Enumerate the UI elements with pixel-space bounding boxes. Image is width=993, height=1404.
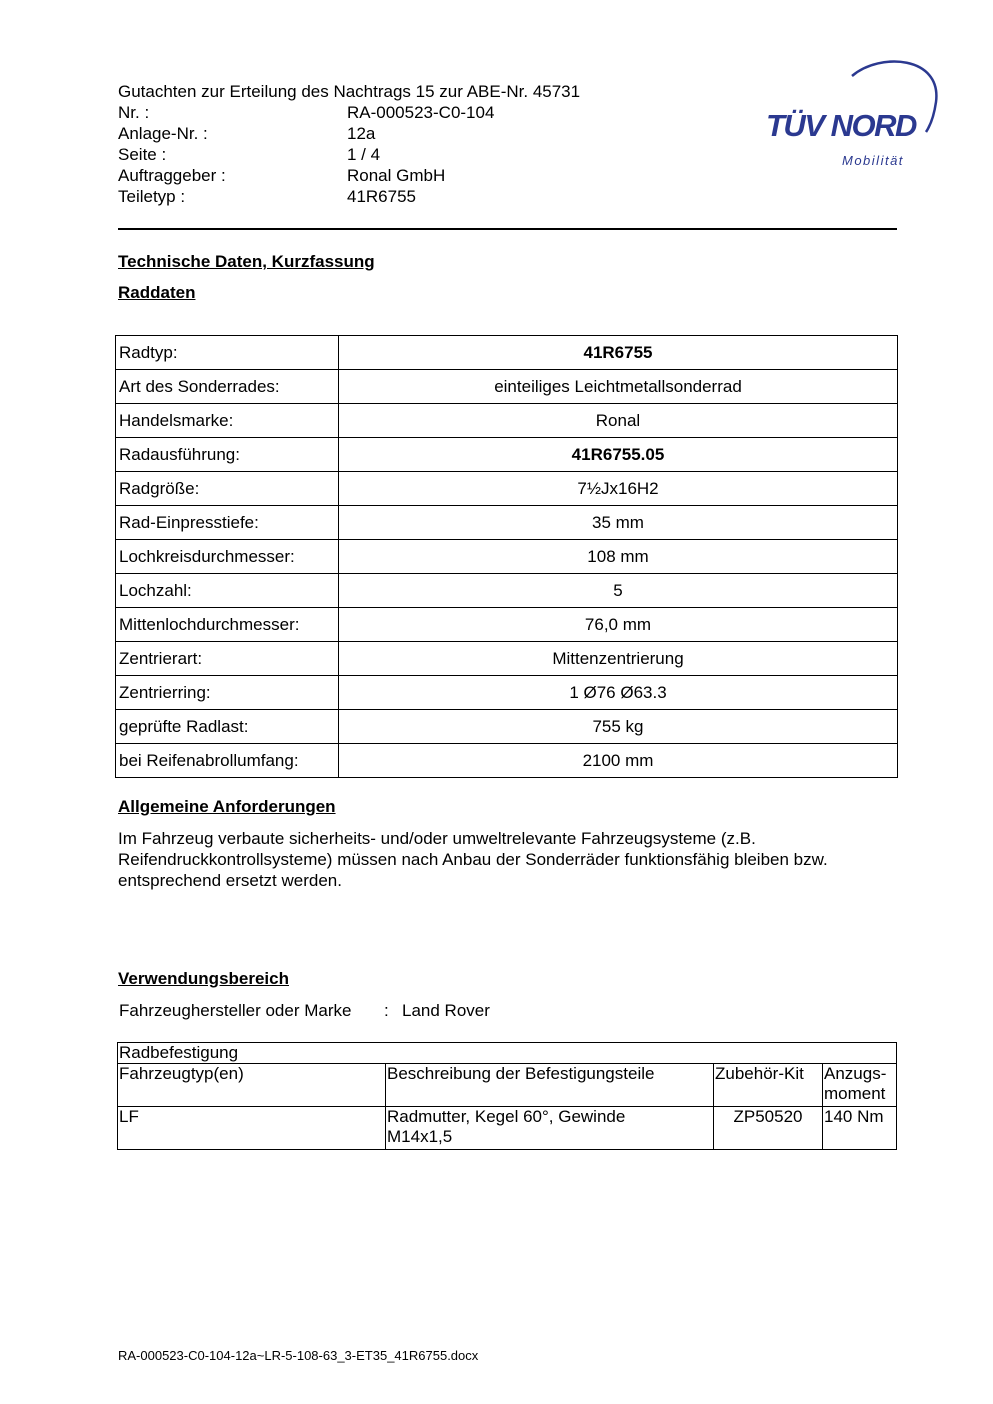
wheel-property-value: 755 kg	[339, 710, 898, 744]
header-line: moment	[824, 1084, 886, 1103]
logo-brand-text: TÜV NORD	[766, 108, 916, 143]
header-row-anlage	[0, 123, 700, 144]
document-title: Gutachten zur Erteilung des Nachtrags 15 zur ABE-Nr. 45731	[118, 82, 581, 101]
wheel-property-label: Art des Sonderrades:	[116, 370, 339, 404]
logo-arc-icon	[760, 58, 940, 173]
header-row-seite	[0, 144, 700, 165]
table-row	[116, 404, 898, 438]
table-row	[116, 370, 898, 404]
wheel-property-value: Ronal	[339, 404, 898, 438]
header-label: Teiletyp :	[118, 187, 186, 206]
wheel-property-value: 7½Jx16H2	[339, 472, 898, 506]
wheel-property-value: 76,0 mm	[339, 608, 898, 642]
text-line: Im Fahrzeug verbaute sicherheits- und/oder umweltrelevante Fahrzeugsysteme (z.B.	[118, 829, 756, 848]
wheel-property-value: 2100 mm	[339, 744, 898, 778]
wheel-property-value: 41R6755	[339, 336, 898, 370]
table-row	[116, 506, 898, 540]
wheel-property-value: 35 mm	[339, 506, 898, 540]
footer-filename: RA-000523-C0-104-12a~LR-5-108-63_3-ET35_41R6755.docx	[118, 1348, 479, 1363]
wheel-property-value: 108 mm	[339, 540, 898, 574]
header-row-auftraggeber	[0, 165, 700, 186]
section-usage-title: Verwendungsbereich	[118, 969, 289, 988]
manufacturer-label: Fahrzeughersteller oder Marke	[119, 1001, 352, 1020]
wheel-property-label: Radausführung:	[116, 438, 339, 472]
header-value: 1 / 4	[347, 145, 381, 164]
wheel-property-label: Lochkreisdurchmesser:	[116, 540, 339, 574]
description-line: M14x1,5	[387, 1127, 453, 1146]
wheel-data-table	[115, 335, 898, 778]
column-header-vehicle-type: Fahrzeugtyp(en)	[118, 1064, 386, 1107]
section-wheel-title: Raddaten	[118, 283, 196, 302]
header-label: Nr. :	[118, 103, 150, 122]
table-row	[116, 472, 898, 506]
wheel-property-label: Rad-Einpresstiefe:	[116, 506, 339, 540]
wheel-property-value: 5	[339, 574, 898, 608]
cell-kit: ZP50520	[714, 1107, 823, 1150]
column-header-torque	[823, 1064, 897, 1107]
table-row	[116, 540, 898, 574]
table-row	[116, 336, 898, 370]
mounting-caption: Radbefestigung	[118, 1043, 897, 1064]
header-label: Anlage-Nr. :	[118, 124, 208, 143]
column-header-kit: Zubehör-Kit	[714, 1064, 823, 1107]
logo-tagline: Mobilität	[842, 153, 904, 168]
wheel-property-label: geprüfte Radlast:	[116, 710, 339, 744]
manufacturer-separator: :	[384, 1001, 389, 1020]
wheel-property-label: Mittenlochdurchmesser:	[116, 608, 339, 642]
text-line: Reifendruckkontrollsysteme) müssen nach Anbau der Sonderräder funktionsfähig bleiben bzw.	[118, 850, 828, 869]
table-row	[116, 744, 898, 778]
table-row	[116, 574, 898, 608]
cell-vehicle-type: LF	[118, 1107, 386, 1150]
header-value: 12a	[347, 124, 376, 143]
header-value: 41R6755	[347, 187, 417, 206]
wheel-property-value: Mittenzentrierung	[339, 642, 898, 676]
table-row	[116, 676, 898, 710]
section-general-title: Allgemeine Anforderungen	[118, 797, 336, 816]
text-line: entsprechend ersetzt werden.	[118, 871, 342, 890]
wheel-property-label: Lochzahl:	[116, 574, 339, 608]
wheel-property-label: Radgröße:	[116, 472, 339, 506]
table-row	[116, 642, 898, 676]
general-requirements-text	[118, 828, 908, 891]
cell-description	[386, 1107, 714, 1150]
wheel-property-label: Handelsmarke:	[116, 404, 339, 438]
table-row	[118, 1107, 897, 1150]
mounting-table	[117, 1042, 897, 1150]
cell-torque: 140 Nm	[823, 1107, 897, 1150]
wheel-property-label: Radtyp:	[116, 336, 339, 370]
wheel-property-value: 41R6755.05	[339, 438, 898, 472]
tuev-nord-logo	[760, 58, 940, 173]
header-value: RA-000523-C0-104	[347, 103, 495, 122]
header-row-nr	[0, 102, 700, 123]
column-header-description: Beschreibung der Befestigungsteile	[386, 1064, 714, 1107]
wheel-property-label: bei Reifenabrollumfang:	[116, 744, 339, 778]
wheel-property-label: Zentrierart:	[116, 642, 339, 676]
header-row-teiletyp	[0, 186, 700, 207]
manufacturer-value: Land Rover	[402, 1001, 490, 1020]
wheel-property-value: 1 Ø76 Ø63.3	[339, 676, 898, 710]
table-row	[116, 438, 898, 472]
table-row	[116, 710, 898, 744]
header-line: Anzugs-	[824, 1064, 887, 1083]
header-value: Ronal GmbH	[347, 166, 446, 185]
wheel-property-value: einteiliges Leichtmetallsonderrad	[339, 370, 898, 404]
wheel-property-label: Zentrierring:	[116, 676, 339, 710]
section-technical-title: Technische Daten, Kurzfassung	[118, 252, 375, 271]
header-label: Seite :	[118, 145, 167, 164]
description-line: Radmutter, Kegel 60°, Gewinde	[387, 1107, 626, 1126]
header-label: Auftraggeber :	[118, 166, 226, 185]
header-divider	[118, 228, 897, 230]
table-row	[116, 608, 898, 642]
